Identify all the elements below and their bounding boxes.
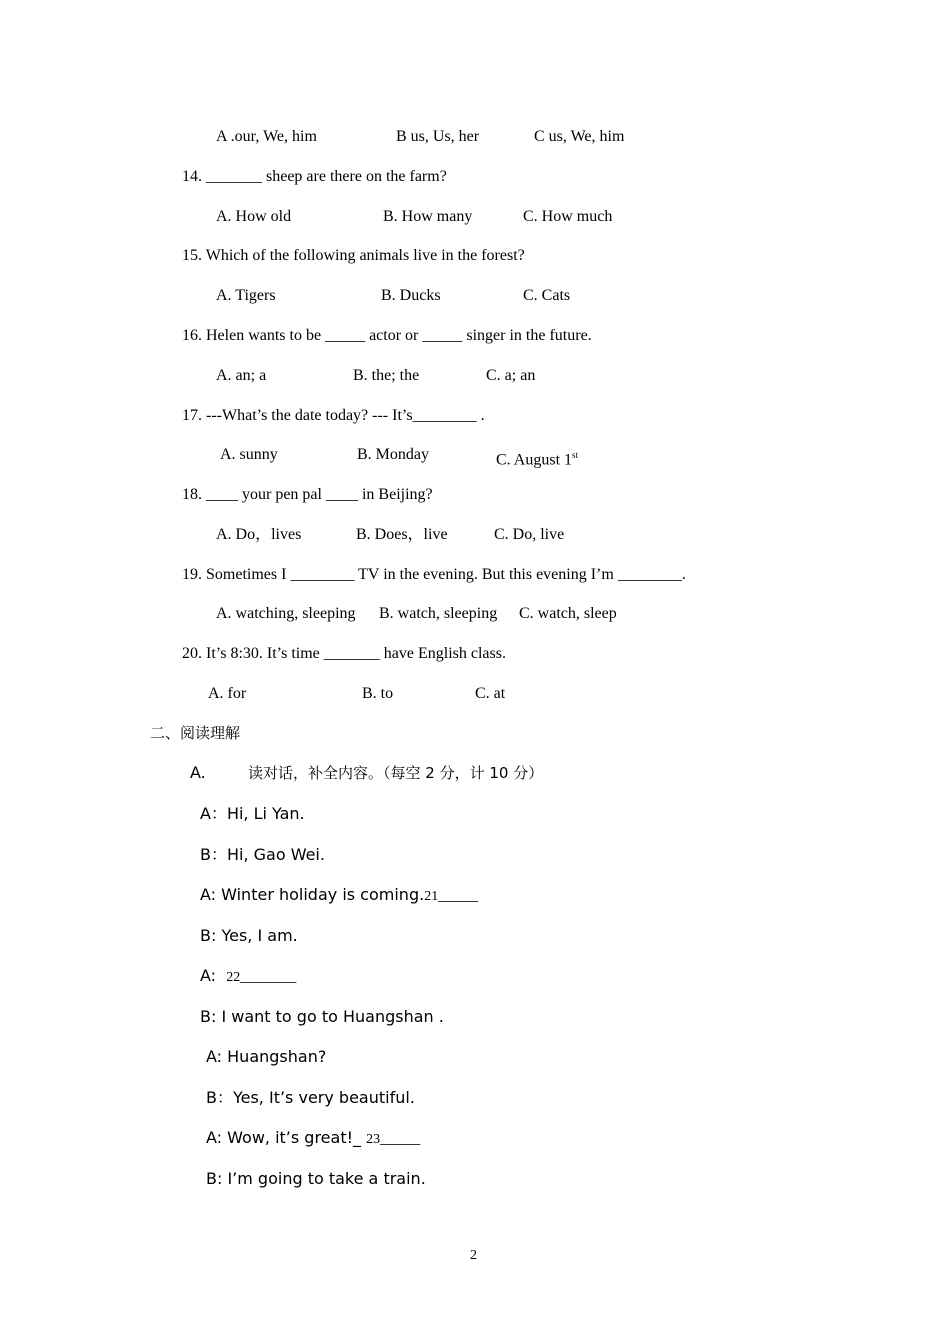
part-a-instruction: 读对话，补全内容。（每空 2 分，计 10 分） (248, 764, 544, 782)
dialogue-line-5-text: A: (200, 966, 227, 985)
blank-number-21: 21 (424, 889, 439, 904)
dialogue-line-8: B：Yes, It’s very beautiful. (206, 1088, 415, 1107)
q20-option-c: C. at (475, 685, 506, 702)
dialogue-line-3 (200, 885, 478, 907)
q17-option-c-sup: st (572, 450, 579, 460)
part-a-label: A. (190, 763, 206, 782)
q15-option-c: C. Cats (523, 287, 571, 304)
dialogue-line-10: B: I’m going to take a train. (206, 1169, 426, 1188)
q19-stem: 19. Sometimes I ________ TV in the evening. But this evening I’m ________. (182, 566, 686, 583)
q14-option-b: B. How many (383, 208, 473, 225)
q16-option-c: C. a; an (486, 367, 536, 384)
q19-option-b: B. watch, sleeping (379, 605, 498, 622)
blank-number-22: 22 (226, 970, 241, 985)
q15-option-a: A. Tigers (216, 287, 276, 304)
blank-22: _______ (240, 968, 297, 985)
blank-23: _____ (380, 1130, 421, 1147)
dialogue-line-2: B：Hi, Gao Wei. (200, 845, 325, 864)
blank-number-23: 23 (366, 1132, 381, 1147)
dialogue-line-1: A：Hi, Li Yan. (200, 804, 305, 823)
dialogue-line-9-text: A: Wow, it’s great!_ (206, 1128, 367, 1147)
q16-option-a: A. an; a (216, 367, 267, 384)
q17-option-a: A. sunny (220, 446, 278, 463)
dialogue-line-5 (200, 966, 296, 988)
q18-option-a: A. Do，lives (216, 526, 302, 543)
section-heading: 二、阅读理解 (150, 724, 241, 742)
q18-stem: 18. ____ your pen pal ____ in Beijing? (182, 486, 433, 503)
q20-option-b: B. to (362, 685, 394, 702)
q14-option-c: C. How much (523, 208, 613, 225)
q17-option-b: B. Monday (357, 446, 429, 463)
dialogue-line-6: B: I want to go to Huangshan . (200, 1007, 444, 1026)
q20-stem: 20. It’s 8:30. It’s time _______ have English class. (182, 645, 506, 662)
dialogue-line-3-text: A: Winter holiday is coming. (200, 885, 425, 904)
q19-option-a: A. watching, sleeping (216, 605, 356, 622)
q16-option-b: B. the; the (353, 367, 420, 384)
q14-option-a: A. How old (216, 208, 292, 225)
q17-option-c-text: C. August 1 (496, 451, 573, 469)
dialogue-line-7: A: Huangshan? (206, 1047, 327, 1066)
q18-option-c: C. Do, live (494, 526, 565, 543)
blank-21: _____ (438, 887, 479, 904)
q14-stem: 14. _______ sheep are there on the farm? (182, 168, 447, 185)
q15-option-b: B. Ducks (381, 287, 441, 304)
q16-stem: 16. Helen wants to be _____ actor or _____ singer in the future. (182, 327, 592, 344)
dialogue-line-9 (206, 1128, 420, 1150)
dialogue-line-4: B: Yes, I am. (200, 926, 298, 945)
q17-option-c (496, 445, 578, 470)
q13-option-c: C us, We, him (534, 128, 625, 145)
q15-stem: 15. Which of the following animals live in the forest? (182, 247, 525, 264)
q20-option-a: A. for (208, 685, 247, 702)
q18-option-b: B. Does，live (356, 526, 448, 543)
page-number: 2 (470, 1248, 477, 1263)
q13-option-b: B us, Us, her (396, 128, 480, 145)
q17-stem: 17. ---What’s the date today? --- It’s________ . (182, 407, 485, 424)
q13-option-a: A .our, We, him (216, 128, 317, 145)
q19-option-c: C. watch, sleep (519, 605, 617, 622)
